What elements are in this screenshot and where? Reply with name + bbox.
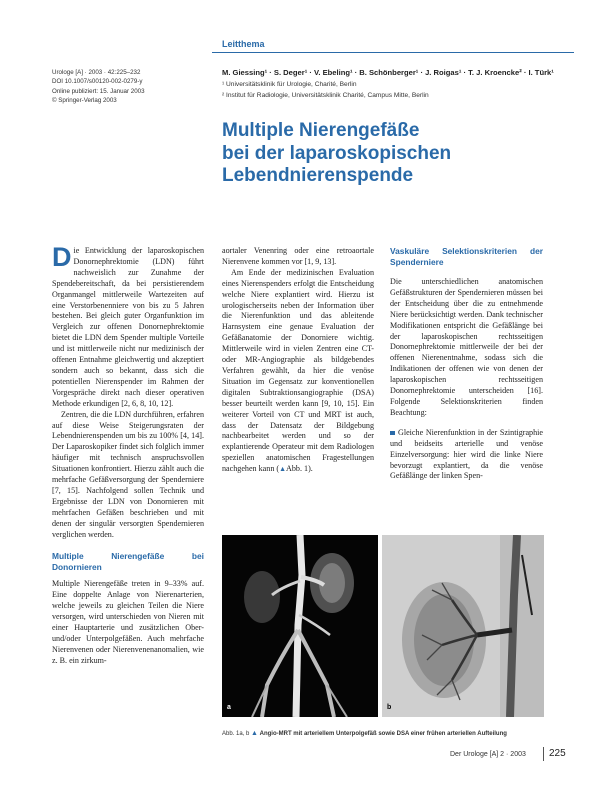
paragraph bbox=[222, 268, 374, 475]
paragraph: aortaler Venenring oder eine retroaortale Nierenvene kommen vor [1, 9, 13]. bbox=[222, 246, 374, 266]
reference-arrow-icon: ▲ bbox=[279, 465, 287, 474]
figure-1a-angio-mrt bbox=[222, 535, 378, 717]
paragraph: Zentren, die die LDN durchführen, erfahren auf diese Weise Steigerungsraten der Lebendnierenspenden um bis zu 100% [4, 14]. Der Laparoskopiker findet sich folglich immer häufiger mit technisch anspruchsvollen Situationen konfrontiert. Hierzu zählt auch die mehrfache Gefäßversorgung der Spenderniere [7, 15]. Nachfolgend sollen Technik und Ergebnisse der LDN von Donornieren mit mehrfachen Gefäßen beschrieben und mit denen der singulär versorgten Spendernieren verglichen werden. bbox=[52, 409, 204, 539]
caption-arrow-icon: ▲ bbox=[251, 730, 258, 737]
paragraph-text: Gleiche Nierenfunktion in der Szintigraphie und beidseits arterielle und venöse Einzelversorgung: hier wird die linke Niere bevorzugt explantiert, da die venöse Gefäßlänge der linken Spen- bbox=[390, 427, 543, 481]
section-rule bbox=[212, 52, 574, 53]
figure-label-b: b bbox=[387, 704, 392, 711]
paragraph-text: ). bbox=[308, 464, 313, 474]
meta-line: © Springer-Verlag 2003 bbox=[52, 97, 117, 105]
figure-label-a: a bbox=[227, 704, 231, 711]
paragraph: Multiple Nierengefäße treten in 9–33% auf. Eine doppelte Anlage von Nierenarterien, welche jeweils zu gleichen Teilen die Niere versorgen, wird unterschieden von Nieren mit einer Hauptarterie und zusätzlichen Ober- und/oder Unterpolgefäßen. Auch mehrfache Nierenvenen oder Nierenvenenanomalien, wie z. B. ein zirkum- bbox=[52, 579, 204, 665]
subheading: Multiple Nierengefäße bei Donornieren bbox=[52, 551, 204, 572]
section-label: Leitthema bbox=[222, 39, 265, 49]
text-column-3 bbox=[390, 246, 543, 482]
figure-1b-dsa bbox=[382, 535, 544, 717]
paragraph: ie Entwicklung der laparoskopischen Donornephrektomie (LDN) führt nachweislich zur Zunahme der Spendebereitschaft, da bei persistierendem Organmangel mittlerweile Wartezeiten auf eine Verstorbenenniere von bis zu 5 Jahren bestehen. Bei gleich guter Organfunktion im Vergleich zur offenen Donornephrektomie bietet die LDN dem Spender multiple Vorteile und ist mittlerweile nicht nur medizinisch der offenen Entnahme gleichwertig und akzeptiert sondern auch so bekannt, dass sich die potentiellen Nierenspender im Rahmen der Vorgespräche direkt nach dieser operativen Methode erkundigen [2, 6, 8, 10, 12]. bbox=[52, 246, 204, 408]
drop-cap: D bbox=[52, 242, 72, 272]
affiliation-1: ¹ Universitätsklinik für Urologie, Charité, Berlin bbox=[222, 81, 357, 88]
caption-text: Angio-MRT mit arteriellem Unterpolgefäß sowie DSA einer frühen arteriellen Aufteilung bbox=[259, 731, 507, 737]
subheading: Vaskuläre Selektionskriterien der Spenderniere bbox=[390, 246, 543, 267]
angio-mrt-image bbox=[222, 535, 378, 717]
author-list: M. Giessing¹ · S. Deger¹ · V. Ebeling¹ · B. Schönberger¹ · J. Roigas¹ · T. J. Kroencke² · I. Türk¹ bbox=[222, 68, 554, 77]
article-title bbox=[222, 120, 582, 188]
figure-caption bbox=[222, 730, 562, 737]
meta-line: Urologe [A] · 2003 · 42:225–232 bbox=[52, 69, 141, 76]
paragraph-text: Am Ende der medizinischen Evaluation eines Nierenspenders erfolgt die Entscheidung welche Niere explantiert wird. Hierzu ist urologischerseits neben der Information über die Nierenfunktion und das ableitende Harnsystem eine genaue Evaluation der Gefäßanatomie der Donorniere wichtig. Mittlerweile wird in vielen Zentren eine CT- oder MR-Angiographie als bildgebendes Verfahren gewählt, da hier die venöse Situation im Gegensatz zur konventionellen digitalen Subtraktionsangiographie (DSA) besser beurteilt werden kann [9, 10, 15]. Ein weiterer Vorteil von CT und MRT ist auch, dass der Datensatz der Bildgebung nachbearbeitet werden und so der explantierende Operateur mit dem Radiologen speziellen anatomischen Fragestellungen nachgehen kann ( bbox=[222, 267, 374, 474]
meta-line: DOI 10.1007/s00120-002-0279-y bbox=[52, 78, 143, 86]
dsa-image bbox=[382, 535, 544, 717]
title-line: bei der laparoskopischen bbox=[222, 142, 452, 164]
text-column-2 bbox=[222, 246, 374, 475]
caption-prefix: Abb. 1a, b bbox=[222, 731, 250, 737]
meta-line: Online publiziert: 15. Januar 2003 bbox=[52, 87, 145, 95]
paragraph: Die unterschiedlichen anatomischen Gefäßstrukturen der Spendernieren müssen bei der Entscheidung über die zu entnehmende Niere berücksichtigt werden. Dank technischer Modifikationen entspricht die Gefäßlänge bei der laparoskopischen rechtsseitigen Donornephrektomie mittlerweile der bei der offenen Nierenentnahme, sodass sich die Indikationen der offenen wie von denen der laparoskopischen rechtsseitigen Donornephrektomie unterscheiden [16]. Folgende Selektionskriterien finden Beachtung: bbox=[390, 277, 543, 417]
title-line: Lebendnierenspende bbox=[222, 165, 414, 186]
figure-reference[interactable]: Abb. 1 bbox=[286, 464, 309, 474]
affiliation-2: ² Institut für Radiologie, Universitätsklinik Charité, Campus Mitte, Berlin bbox=[222, 92, 429, 99]
bullet-paragraph bbox=[390, 428, 543, 483]
publication-meta bbox=[52, 68, 202, 106]
text-column-1 bbox=[52, 242, 204, 667]
page-number: 225 bbox=[549, 748, 566, 759]
title-line: Multiple Nierengefäße bbox=[222, 120, 420, 141]
bullet-icon bbox=[390, 431, 395, 435]
footer-divider bbox=[543, 747, 544, 761]
journal-footer: Der Urologe [A] 2 · 2003 bbox=[450, 751, 526, 758]
